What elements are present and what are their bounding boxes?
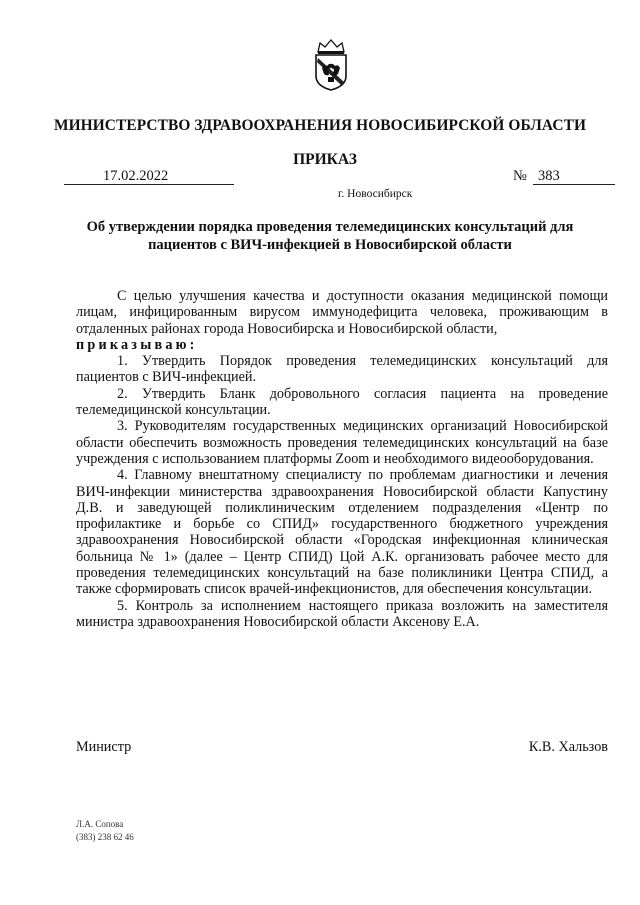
number-sign: № xyxy=(513,168,527,184)
ministry-name: МИНИСТЕРСТВО ЗДРАВООХРАНЕНИЯ НОВОСИБИРСКОЙ ОБЛАСТИ xyxy=(53,117,587,134)
order-item-3: 3. Руководителям государственных медицинских организаций Новосибирской области обеспечить возможность проведения телемедицинских консультаций на базе учреждения с использованием платформы Zoom и необходимого видеооборудования. xyxy=(76,418,608,467)
order-number: 383 xyxy=(538,168,560,184)
city-label: г. Новосибирск xyxy=(338,188,413,200)
signatory-name: К.В. Хальзов xyxy=(528,739,608,755)
order-subject: Об утверждении порядка проведения телемедицинских консультаций для пациентов с ВИЧ-инфекцией в Новосибирской области xyxy=(86,219,574,253)
executor-phone: (383) 238 62 46 xyxy=(76,831,134,842)
executor-block xyxy=(76,818,134,843)
order-date: 17.02.2022 xyxy=(103,168,169,184)
signatory-role: Министр xyxy=(76,739,132,755)
order-item-4: 4. Главному внештатному специалисту по проблемам диагностики и лечения ВИЧ-инфекции министерства здравоохранения Новосибирской области Капустину Д.В. и заведующей поликлиническим отделением подразделения «Центр по профилактике и борьбе со СПИД» государственного бюджетного учреждения здравоохранения Новосибирской области «Городская инфекционная клиническая больница № 1» (далее – Центр СПИД) Цой А.К. организовать рабочее место для проведения телемедицинских консультаций на базе поликлиники Центра СПИД, а также сформировать список врачей-инфекционистов, для обеспечения консультации. xyxy=(76,467,608,598)
novosibirsk-coat-of-arms-icon xyxy=(312,38,350,92)
order-item-1: 1. Утвердить Порядок проведения телемедицинских консультаций для пациентов с ВИЧ-инфекцией. xyxy=(76,353,608,386)
document-type-title: ПРИКАЗ xyxy=(293,151,357,168)
executor-name: Л.А. Сопова xyxy=(76,819,124,829)
order-item-5: 5. Контроль за исполнением настоящего приказа возложить на заместителя министра здравоохранения Новосибирской области Аксенову Е.А. xyxy=(76,597,608,630)
order-body xyxy=(76,288,608,630)
order-word-paragraph xyxy=(76,337,608,353)
order-word: приказываю: xyxy=(76,336,198,353)
order-item-2: 2. Утвердить Бланк добровольного согласия пациента на проведение телемедицинской консультации. xyxy=(76,385,608,419)
intro-paragraph: С целью улучшения качества и доступности оказания медицинской помощи лицам, инфицированным вирусом иммунодефицита человека, проживающим в отдаленных районах города Новосибирска и Новосибирской области, xyxy=(76,288,608,337)
